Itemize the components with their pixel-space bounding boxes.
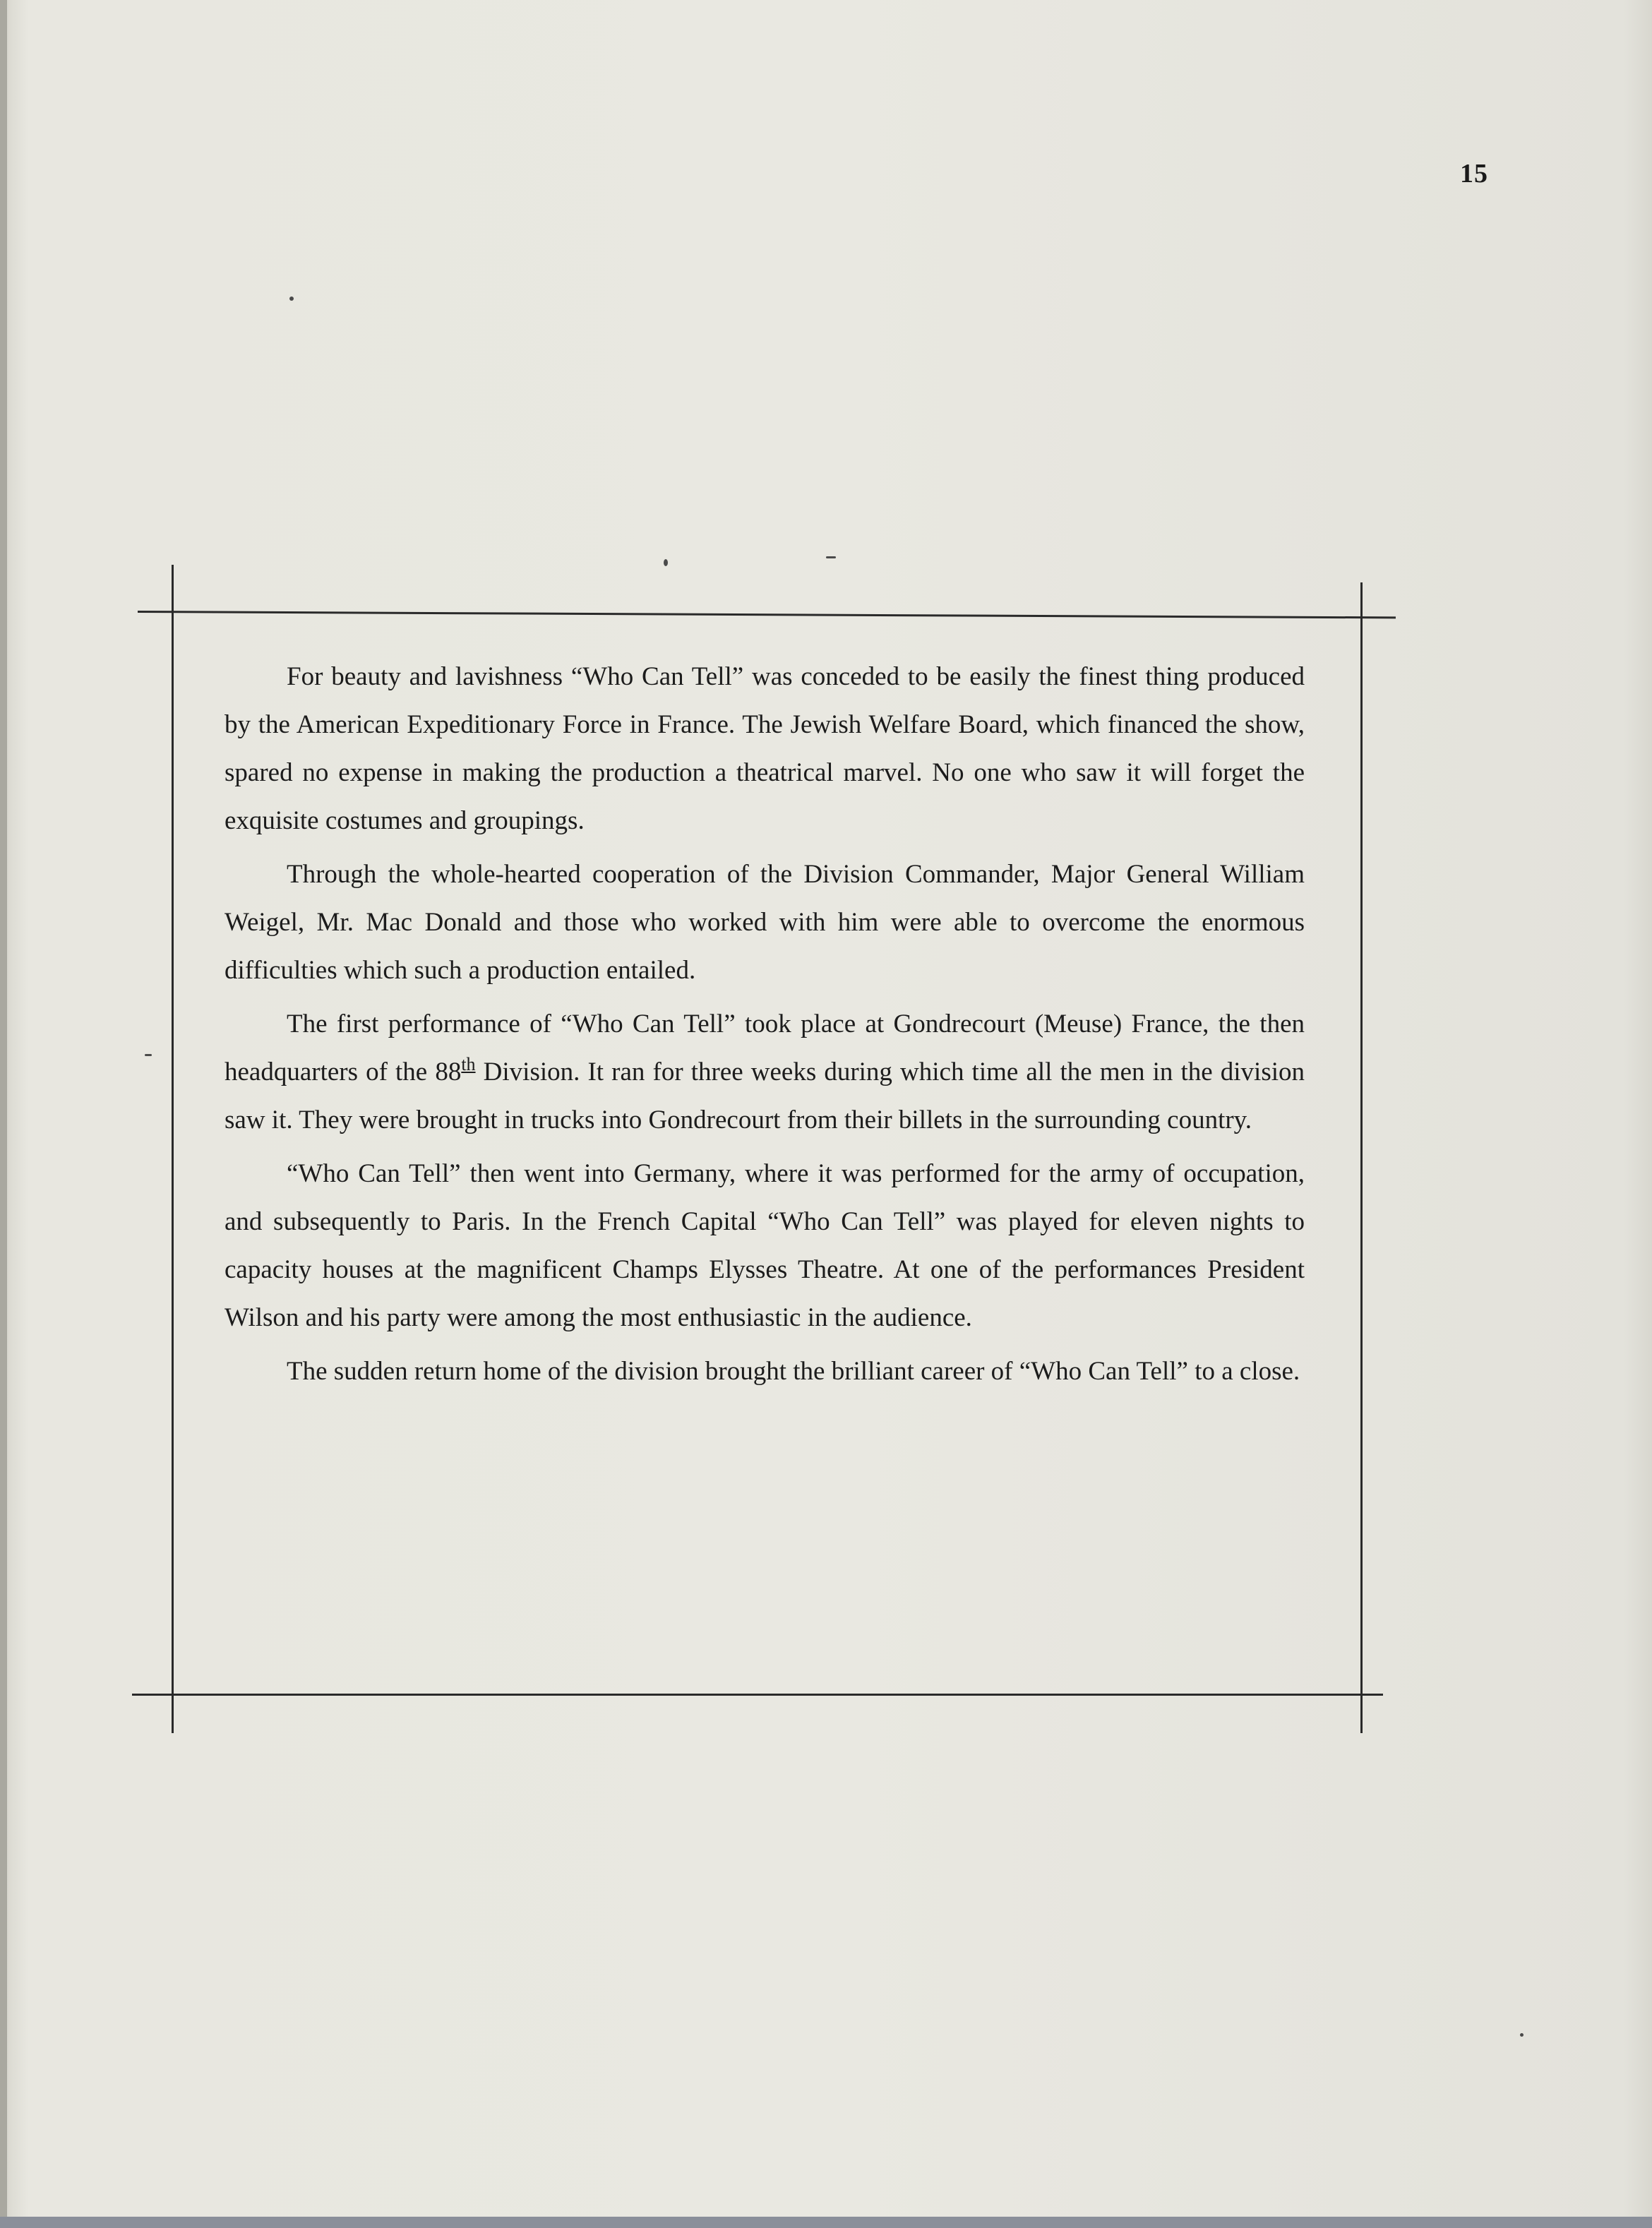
paragraph-1: For beauty and lavishness “Who Can Tell” was conceded to be easily the finest thing produced by the American Expeditionary Force in France. The Jewish Welfare Board, which financed the show, spared no expense in making the production a theatrical marvel. No one who saw it will forget the exquisite costumes and groupings. <box>225 662 1305 835</box>
paper-speck <box>664 559 668 566</box>
paper-speck <box>289 297 294 301</box>
page-number: 15 <box>1460 159 1488 188</box>
frame-left-rule <box>172 565 174 1733</box>
frame-right-rule <box>1360 582 1363 1733</box>
frame-top-rule <box>138 611 1396 618</box>
page-binding-edge <box>0 0 7 2228</box>
paragraph-4: “Who Can Tell” then went into Germany, where it was performed for the army of occupation, and subsequently to Paris. In the French Capital “Who Can Tell” was played for eleven nights to capacity houses at the magnificent Champs Elysses Theatre. At one of the performances President Wilson and his party were among the most enthusiastic in the audience. <box>225 1159 1305 1332</box>
ordinal-suffix: th <box>461 1054 476 1074</box>
paper-speck <box>826 556 836 558</box>
paragraph-5: The sudden return home of the division brought the brilliant career of “Who Can Tell” to a close. <box>287 1357 1300 1386</box>
page-bottom-shadow <box>0 2217 1652 2228</box>
paragraph-2: Through the whole-hearted cooperation of the Division Commander, Major General William Weigel, Mr. Mac Donald and those who worked with him were able to overcome the enormous difficulties which such a production entailed. <box>225 860 1305 985</box>
frame-bottom-rule <box>132 1694 1383 1696</box>
paper-speck <box>1520 2033 1524 2037</box>
paragraph-3-before: The first performance of “Who Can Tell” took place at Gondrecourt (Meuse) France, the then headquarters of the 88 <box>225 1010 1305 1086</box>
paper-speck <box>145 1054 152 1056</box>
body-text <box>225 653 1305 1401</box>
paragraph-3-after: Division. It ran for three weeks during which time all the men in the division saw it. They were brought in trucks into Gondrecourt from their billets in the surrounding country. <box>225 1058 1305 1134</box>
paragraph-3 <box>225 1000 1305 1144</box>
